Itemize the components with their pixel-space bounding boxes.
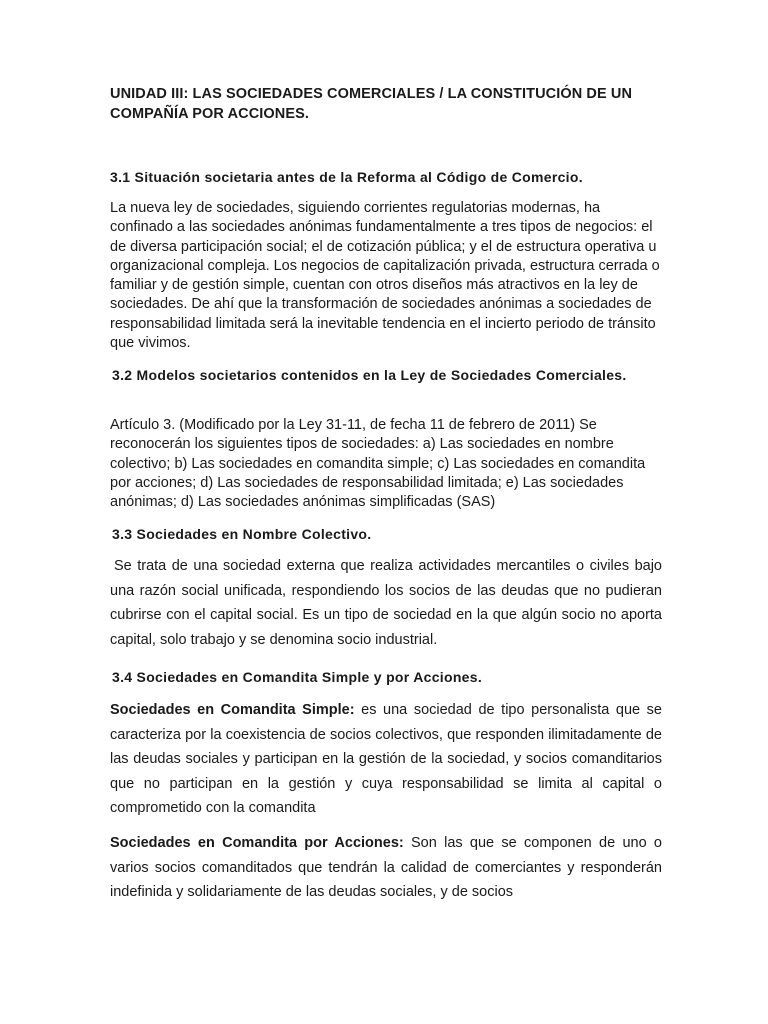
comandita-acciones-paragraph: [110, 831, 662, 905]
document-title: UNIDAD III: LAS SOCIEDADES COMERCIALES / LA CONSTITUCIÓN DE UN COMPAÑÍA POR ACCIONES.: [110, 86, 633, 122]
section-3-3-heading: 3.3 Sociedades en Nombre Colectivo.: [112, 526, 372, 542]
comandita-simple-text: es una sociedad de tipo personalista que se caracteriza por la coexistencia de socios colectivos, que responden ilimitadamente de las deudas sociales y participan en la gestión de la sociedad, y socios comanditarios que no participan en la gestión y cuya responsabilidad se limita al capital o comprometido con la comandita: [110, 702, 662, 816]
section-3-1-heading: 3.1 Situación societaria antes de la Reforma al Código de Comercio.: [110, 169, 583, 185]
comandita-simple-label: Sociedades en Comandita Simple:: [110, 702, 355, 718]
comandita-simple-paragraph: [110, 698, 662, 821]
section-3-3-paragraph: Se trata de una sociedad externa que realiza actividades mercantiles o civiles bajo una razón social unificada, respondiendo los socios de las deudas que no pudieran cubrirse con el capital social. Es un tipo de sociedad en la que algún socio no aporta capital, solo trabajo y se denomina socio industrial.: [110, 558, 662, 648]
comandita-acciones-label: Sociedades en Comandita por Acciones:: [110, 835, 404, 851]
section-3-2-heading: 3.2 Modelos societarios contenidos en la Ley de Sociedades Comerciales.: [112, 367, 627, 383]
section-3-1-paragraph: La nueva ley de sociedades, siguiendo corrientes regulatorias modernas, ha confinado a las sociedades anónimas fundamentalmente a tres tipos de negocios: el de diversa participación social; el de cotización pública; y el de estructura operativa u organizacional compleja. Los negocios de capitalización privada, estructura cerrada o familiar y de gestión simple, cuentan con otros diseños más atractivos en la ley de sociedades. De ahí que la transformación de sociedades anónimas a sociedades de responsabilidad limitada será la inevitable tendencia en el incierto periodo de tránsito que vivimos.: [110, 200, 660, 352]
section-3-4-heading: 3.4 Sociedades en Comandita Simple y por Acciones.: [112, 669, 483, 685]
comandita-acciones-text: Son las que se componen de uno o varios socios comanditados que tendrán la calidad de comerciantes y responderán indefinida y solidariamente de las deudas sociales, y de socios: [110, 835, 662, 900]
section-3-2-paragraph: Artículo 3. (Modificado por la Ley 31-11, de fecha 11 de febrero de 2011) Se reconocerán los siguientes tipos de sociedades: a) Las sociedades en nombre colectivo; b) Las sociedades en comandita simple; c) Las sociedades en comandita por acciones; d) Las sociedades de responsabilidad limitada; e) Las sociedades anónimas; d) Las sociedades anónimas simplificadas (SAS): [110, 417, 646, 511]
